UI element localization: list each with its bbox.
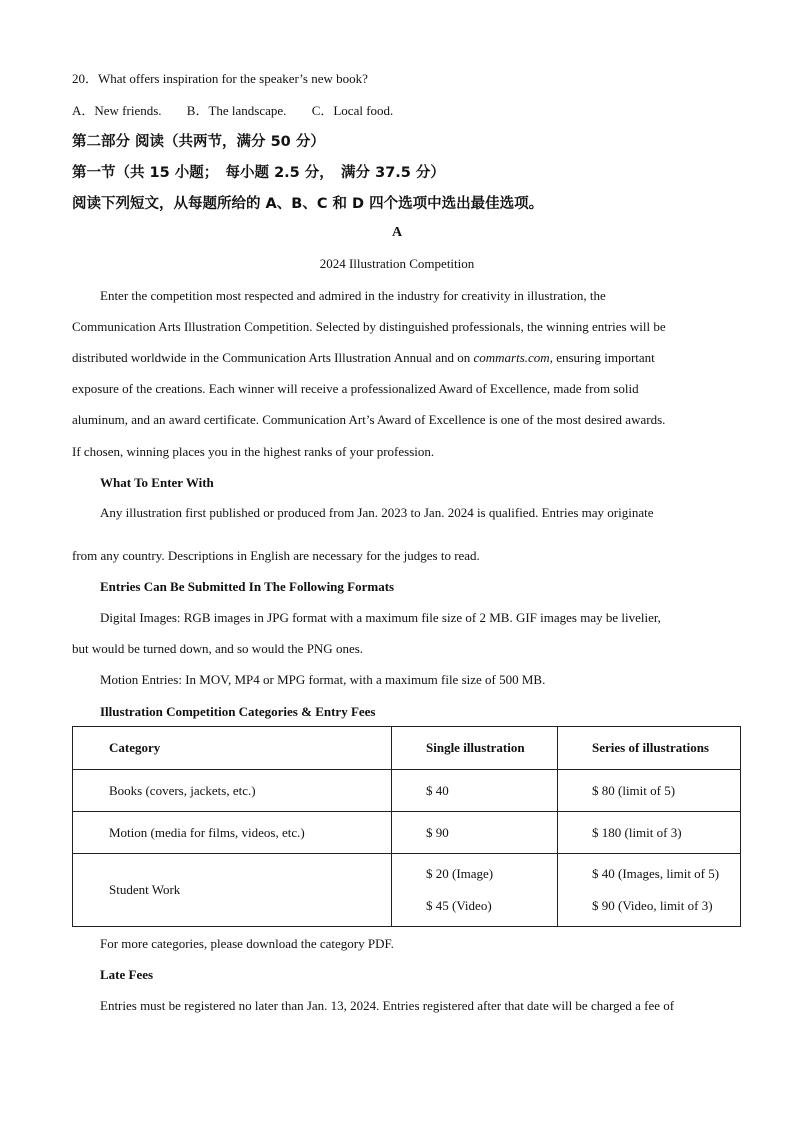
what-line1: Any illustration first published or produced from Jan. 2023 to Jan. 2024 is qualified. Entries may originate bbox=[100, 505, 654, 520]
heading-what-to-enter: What To Enter With bbox=[100, 475, 214, 490]
header-series: Series of illustrations bbox=[558, 727, 741, 770]
formats-line3: Motion Entries: In MOV, MP4 or MPG format, with a maximum file size of 500 MB. bbox=[100, 672, 546, 687]
website-link[interactable]: commarts.com bbox=[473, 350, 550, 365]
cell-category: Student Work bbox=[73, 854, 392, 927]
passage-label: A bbox=[391, 225, 403, 240]
p1-line4: exposure of the creations. Each winner will receive a professionalized Award of Excellence, made from solid bbox=[72, 381, 639, 396]
cell-category: Motion (media for films, videos, etc.) bbox=[73, 812, 392, 854]
more-categories-note: For more categories, please download the category PDF. bbox=[100, 936, 394, 951]
passage-title: 2024 Illustration Competition bbox=[319, 256, 475, 271]
option-b: B．The landscape. bbox=[186, 103, 287, 118]
question-20-stem: 20．What offers inspiration for the speaker’s new book? bbox=[72, 71, 368, 86]
section1-title: 第一节（共 15 小题； 每小题 2.5 分， 满分 37.5 分） bbox=[72, 165, 445, 181]
late-line1: Entries must be registered no later than Jan. 13, 2024. Entries registered after that date will be charged a fee of bbox=[100, 998, 675, 1013]
question-20-options bbox=[72, 100, 415, 119]
heading-formats: Entries Can Be Submitted In The Following Formats bbox=[100, 579, 395, 594]
formats-line2: but would be turned down, and so would the PNG ones. bbox=[72, 641, 364, 656]
heading-late-fees: Late Fees bbox=[100, 967, 154, 982]
cell-single: $ 40 bbox=[392, 770, 558, 812]
cell-series-images: $ 40 (Images, limit of 5) bbox=[592, 866, 720, 881]
cell-series bbox=[558, 854, 741, 927]
cell-series: $ 80 (limit of 5) bbox=[558, 770, 741, 812]
cell-single bbox=[392, 854, 558, 927]
option-c: C．Local food. bbox=[311, 103, 394, 118]
cell-single-image: $ 20 (Image) bbox=[426, 866, 494, 881]
part2-title: 第二部分 阅读（共两节，满分 50 分） bbox=[72, 134, 325, 150]
cell-category: Books (covers, jackets, etc.) bbox=[73, 770, 392, 812]
p1-line5: aluminum, and an award certificate. Communication Art’s Award of Excellence is one of the most desired awards. bbox=[72, 412, 666, 427]
table-header-row bbox=[73, 727, 741, 770]
cell-series: $ 180 (limit of 3) bbox=[558, 812, 741, 854]
table-row bbox=[73, 770, 741, 812]
fees-table bbox=[72, 726, 741, 927]
reading-instruction: 阅读下列短文，从每题所给的 A、B、C 和 D 四个选项中选出最佳选项。 bbox=[72, 196, 544, 212]
cell-single: $ 90 bbox=[392, 812, 558, 854]
cell-single-video: $ 45 (Video) bbox=[426, 898, 492, 913]
header-category: Category bbox=[73, 727, 392, 770]
option-a: A．New friends. bbox=[72, 103, 162, 118]
p1-line2: Communication Arts Illustration Competition. Selected by distinguished professionals, the winning entries will be bbox=[72, 319, 666, 334]
formats-line1: Digital Images: RGB images in JPG format with a maximum file size of 2 MB. GIF images may be livelier, bbox=[100, 610, 661, 625]
p1-line6: If chosen, winning places you in the highest ranks of your profession. bbox=[72, 444, 435, 459]
p1-line3: distributed worldwide in the Communication Arts Illustration Annual and on commarts.com, ensuring important bbox=[72, 350, 655, 365]
p1-line1: Enter the competition most respected and admired in the industry for creativity in illustration, the bbox=[100, 288, 606, 303]
header-single: Single illustration bbox=[392, 727, 558, 770]
what-line2: from any country. Descriptions in English are necessary for the judges to read. bbox=[72, 548, 480, 563]
cell-series-video: $ 90 (Video, limit of 3) bbox=[592, 898, 713, 913]
table-row bbox=[73, 812, 741, 854]
heading-categories-fees: Illustration Competition Categories & Entry Fees bbox=[100, 704, 376, 719]
table-row bbox=[73, 854, 741, 927]
